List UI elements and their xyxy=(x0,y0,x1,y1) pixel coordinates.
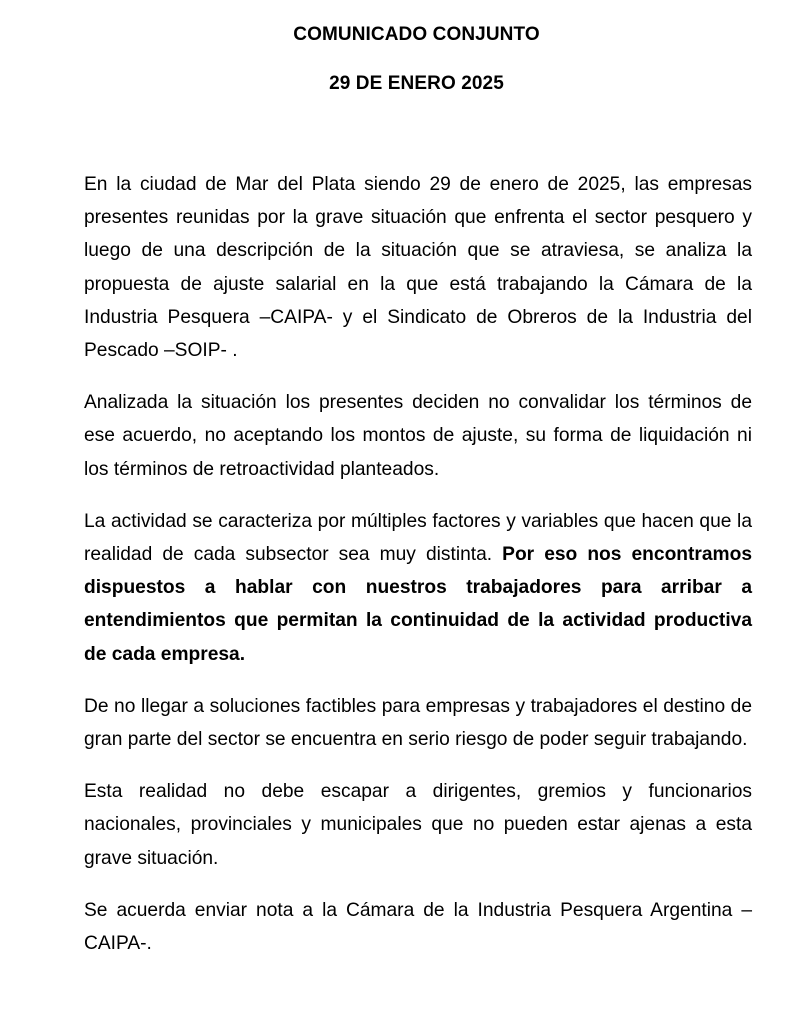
paragraph-6-text: Se acuerda enviar nota a la Cámara de la Industria Pesquera Argentina –CAIPA-. xyxy=(84,899,752,955)
paragraph-2-text: Analizada la situación los presentes deciden no convalidar los términos de ese acuerdo, no aceptando los montos de ajuste, su forma de liquidación ni los términos de retroactividad planteados. xyxy=(84,392,752,480)
document-body xyxy=(84,168,752,979)
paragraph-3-text: La actividad se caracteriza por múltiples factores y variables que hacen que la realidad de cada subsector sea muy distinta. xyxy=(84,510,752,566)
document-date: 29 DE ENERO 2025 xyxy=(329,73,504,94)
paragraph-3-bold-text: Por eso nos encontramos dispuestos a hablar con nuestros trabajadores para arribar a entendimientos que permitan la continuidad de la actividad productiva de cada empresa. xyxy=(84,544,752,665)
paragraph-2 xyxy=(84,386,752,486)
paragraph-1-text: En la ciudad de Mar del Plata siendo 29 de enero de 2025, las empresas presentes reunidas por la grave situación que enfrenta el sector pesquero y luego de una descripción de la situación que se atraviesa, se analiza la propuesta de ajuste salarial en la que está trabajando la Cámara de la Industria Pesquera –CAIPA- y el Sindicato de Obreros de la Industria del Pescado –SOIP- . xyxy=(84,174,752,362)
paragraph-1 xyxy=(84,168,752,367)
paragraph-4 xyxy=(84,690,752,756)
paragraph-3 xyxy=(84,505,752,671)
paragraph-5-text: Esta realidad no debe escapar a dirigentes, gremios y funcionarios nacionales, provinciales y municipales que no pueden estar ajenas a esta grave situación. xyxy=(84,781,752,869)
paragraph-4-text: De no llegar a soluciones factibles para empresas y trabajadores el destino de gran parte del sector se encuentra en serio riesgo de poder seguir trabajando. xyxy=(84,695,752,751)
paragraph-6 xyxy=(84,894,752,960)
paragraph-5 xyxy=(84,775,752,875)
document-title: COMUNICADO CONJUNTO xyxy=(293,24,540,45)
